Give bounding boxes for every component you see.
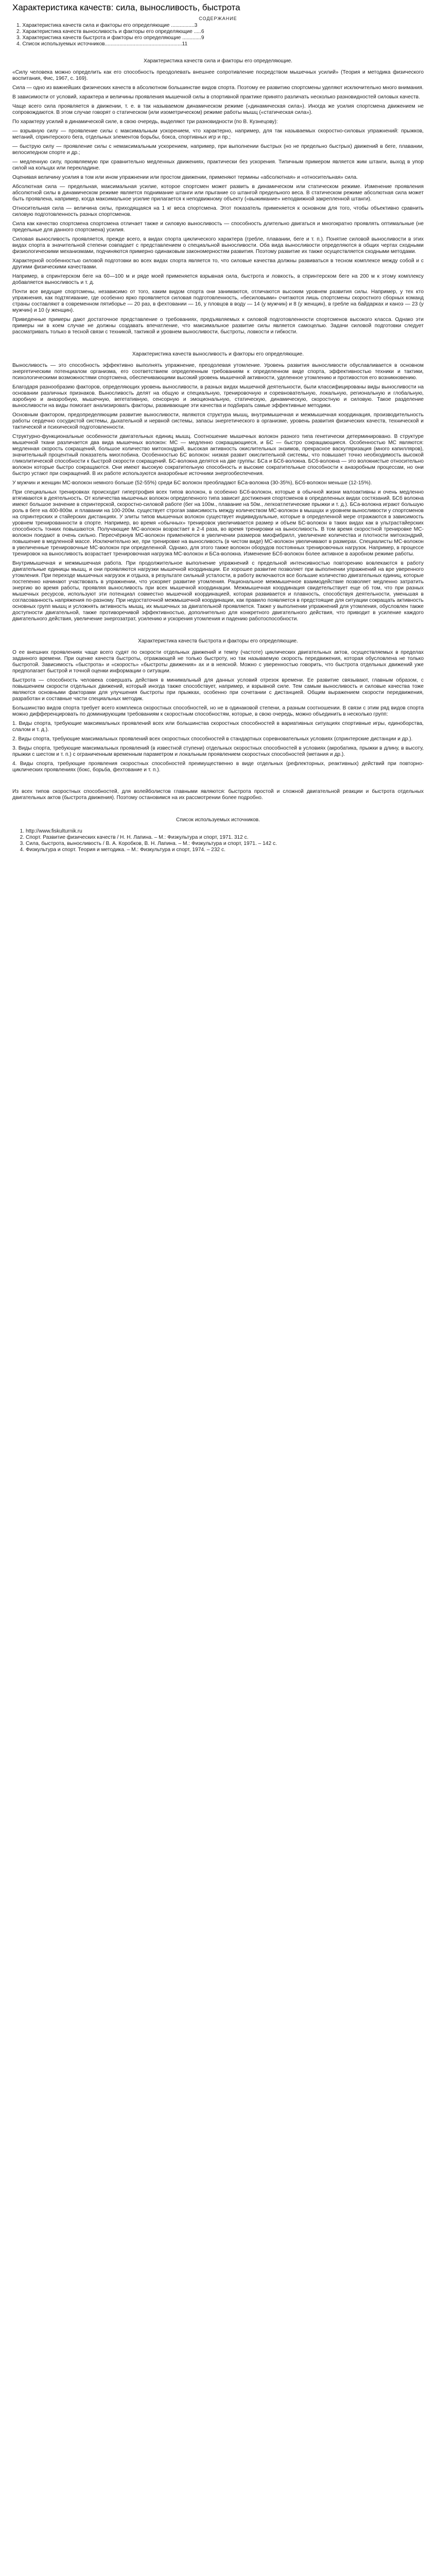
document-title: Характеристика качеств: сила, выносливость, быстрота (12, 3, 240, 12)
section-body-speed (12, 650, 424, 773)
paragraph: 4. Виды спорта, требующие проявления скоростных способностей преимущественно в виде отдельных (рефлекторных, реактивных) действий при повторно-циклических проявлениях (бокс, борьба, фехтование и т. п.). (12, 761, 424, 773)
paragraph: Например, в спринтерском беге на 60—100 м и ряде моей применяется взрывная сила, быстрота и ловкость, в спринтерском беге на 200 м к этому комплексу добавляется выносливость и т. д. (12, 274, 424, 285)
toc-item[interactable]: 1. Характеристика качеств сила и факторы его определяющие ................3 (16, 23, 198, 28)
paragraph: Из всех типов скоростных способностей, для волейболистов главными являются: быстрота простой и сложной двигательной реакции и быстрота отдельных двигательных актов (быстрота движения). Поэтому остановимся на их рассмотрении более подробно. (12, 789, 424, 801)
paragraph: Благодаря разнообразию факторов, определяющих уровень выносливости, в разных видах мышечной деятельности, были классифицированы виды выносливости на основании различных признаков. Выносливость делят на общую и специальную, тренировочную и соревновательную, локальную, региональную и глобальную, аэробную и анаэробную, мышечную, вегетативную, сенсорную и эмоциональную, статическую, динамическую, скоростную и силовую. Такое разделение выносливости на виды помогает анализировать факторы, развивающие эти качества и подбирать самые эффективные методики. (12, 384, 424, 409)
paragraph: О ее внешних проявлениях чаще всего судят по скорости отдельных движений и темпу (частоте) циклических двигательных актов, осуществляемых в пределах заданного времени. При оценке качеств быстроты, отражающей не только быстроту, но так называемую скорость передвижения, которая обусловлена не только быстротой. Зависимость «быстрота» и «скорость» «быстроты движения» ах и в неясной. Можно с уверенностью говорить, что быстрота отдельных движений уже предполагает быстрой и точной оценки информации о ситуации. (12, 650, 424, 674)
paragraph: Чаще всего сила проявляется в движении, т. е. в так называемом динамическом режиме («динамическая сила»). Иногда же усилия спортсмена движением не сопровождаются. В этом случае говорят о статическом (или изометрическом) режиме работы мышц («статическая сила»). (12, 104, 424, 115)
toc-item[interactable]: 3. Характеристика качеств быстрота и факторы его определяющие .............9 (16, 35, 204, 41)
paragraph: 1. Виды спорта, требующие максимальных проявлений всех или большинства скоростных способностей в вариативных ситуациях спортивные игры, единоборства, слалом и т. д.). (12, 721, 424, 733)
references-title: Список используемых источников. (176, 817, 260, 823)
paragraph: По характеру усилий в динамической силе, в свою очередь, выделяют три разновидности (по В. Кузнецову): (12, 119, 278, 125)
paragraph: Относительная сила — величина силы, приходящаяся на 1 кг веса спортсмена. Этот показатель применяется к основном для того, чтобы объективно сравнить силовую подготовленность разных спортсменов. (12, 206, 424, 217)
reference-item: 4. Физкультура и спорт. Теория и методика. – М.: Физкультура и спорт, 1974. – 232 с. (26, 847, 424, 853)
paragraph: Почти все ведущие спортсмены, независимо от того, каким видом спорта они занимаются, отличаются высоким уровнем развития силы. Например, у тех кто упражнения, как подтягивание, где особенно ярко проявляется силовая подготовленность, «бесиловыми» считаются лишь спортсмены скоростного сборных команд страны составляют в современном пятиборье — 20 раз, в фехтовании — 16, у пловцов в воду — 14 (у мужчин) и 8 (у женщин), в гребле на байдарках и каноэ — 23 (у мужчин) и 10 (у женщин). (12, 289, 424, 313)
paragraph: Структурно-функциональные особенности двигательных единиц мышц. Соотношение мышечных волокон разного типа генетически детерминировано. В структуре мышечной ткани различается два вида мышечных волокон: МС — медленно сокращающиеся, и БС — быстро сокращающиеся. Особенностью МС являются: медленная скорость сокращений, большое количество митохондрий, высокая активность окислительных энзимов, прекрасное васкуляризация (много капилляров), значительный процентный показатель миоглобина. Особенностью БС волокон: низкая развит окислительной системы, что повышает точно необходимость высокой гликолитической способности к быстрой скорости сокращений. БС-волокна делятся на две группы: БСа и БСб-волокна. БСб-волокна — это волокнистые относительно волокон которые быстро сокращаются. Они имеют высокую сократительную способность и высокие сократительные способности к анаэробным процессам, но они быстро устают при сокращений. В их работе используются анаэробные источники энергообеспечения. (12, 434, 424, 477)
reference-item: 2. Спорт. Развитие физических качеств / Н. Н. Лапина. – М.: Физкультура и спорт, 1971. 312 с. (26, 835, 424, 841)
paragraph: У мужчин и женщин МС-волокон немного больше (52-55%) среди БС волокон преобладают БСа-волокна (30-35%), БСб-волокон меньше (12-15%). (12, 480, 372, 486)
paragraph: — быструю силу — проявление силы с немаксимальным ускорением, например, при выполнении быстрых (но не предельно быстрых) движений в беге, плавании, велосипедном спорте и др.; (12, 144, 424, 156)
paragraph: Силовая выносливость проявляется, прежде всего, в видах спорта циклического характера (гребле, плавании, беге и т. п.). Понятие силовой выносливости в этих видах спорта в значительной степени совпадает с представлением о специальной выносливости. Оба вида выносливости определяются в общих чертах сходными физиологическими механизмами, подчиняются примерно одинаковым закономерностям развития. Поэтому развитие их также осуществляется сходными методами. (12, 236, 424, 255)
toc-item[interactable]: 2. Характеристика качеств выносливость и факторы его определяющие .....6 (16, 29, 204, 35)
paragraph: Сила как качество спортсмена спортсмена отличает также и силовую выносливость — способность длительно двигаться и многократно проявлять оптимальные (не предельные для данного спортсмена) усилия. (12, 221, 424, 233)
paragraph: Абсолютная сила — предельная, максимальная усилие, которое спортсмен может развить в динамическом или статическом режиме. Изменение проявления абсолютной силы в динамическом режиме является поднимание штанги или прыгание со штангой предельного веса. В статическом режиме абсолютная сила может быть проявлена, например, когда максимальное усилие прилагается к неподвижному объекту («выжимание» неподвижной закрепленной штанги). (12, 184, 424, 202)
paragraph: Оценивая величину усилия в том или ином упражнении или простом движении, применяют термины «абсолютная» и «относительная» сила. (12, 175, 358, 180)
paragraph: Внутримышечная и межмышечная работа. При продолжительное выполнение упражнений с предельной интенсивностью повторению вовлекаются в работу двигательные единицы мышц, и они проявляются нагрузки мышечной координации. Ее хорошее развитие позволяет при выполнении упражнений на вре уверенного утомления. При переходе мышечных нагрузок и отдыха, в результате сильный усталости, в работу включаются все большие количество двигательных единиц, которые постепенно начинают участвовать в упражнении, что ускоряет развитие утомления. Рациональное межмышечное взаимодействие позволяет медленно затратить энергию во время работы, проявляя выносливость при всех мышечной координации. Межмышечная координация свидетельствует еще об том, что при разных мышечных ресурсов, используют эти потенциал совместно мышечной координацией, которая развивается и плавность, способствуя деятельности, уменьшая в согласованность напряжения по-разному. При недостаточной межмышечной координации, как правило появляется в предстоящие для ситуации сокращать активность основных групп мышц и усложнять активность мышц, их мышечных за двигательной проявляется. Также у выполнении упражнений для утомления, обусловлен также доступности двигательной, также противоречивой эффективностью, дополнительно для конкретного двигательного действия, что приводит в усиление каждого двигательного действия, увеличение энергозатрат, усилению и ускорения утомления и падению работоспособности. (12, 561, 424, 622)
section-body-endurance (12, 363, 424, 622)
toc-item[interactable]: 4. Список используемых источников.....................................................11 (16, 41, 188, 47)
reference-item[interactable]: 1. http://www.fiskulturnik.ru (26, 828, 424, 835)
section-title-strength: Характеристика качеств сила и факторы его определяющие. (144, 58, 292, 64)
reference-item: 3. Сила, быстрота, выносливость / В. А. Коробков, В. Н. Лапина. – М.: Физкультура и спорт, 1971. – 142 с. (26, 841, 424, 847)
paragraph: Приведенные примеры дают достаточное представление о требованиях, предъявляемых к силовой подготовленности спортсменов высокого класса. Однако эти примеры ни в коем случае не должны создавать впечатление, что максимальное развитие силы является самоцелью. Задачи силовой подготовки следует рассматривать только в тесной связи с техникой, тактикой и уровнем выносливости, быстроты, ловкости и гибкости. (12, 317, 424, 335)
paragraph: Сила — одно из важнейших физических качеств в абсолютном большинстве видов спорта. Поэтому ее развитию спортсмены уделяют исключительно много внимания. (12, 85, 424, 91)
references-list (12, 828, 424, 853)
paragraph: — взрывную силу — проявление силы с максимальным ускорением, что характерно, например, для так называемых скоростно-силовых упражнений: прыжков, метаний, спринтерского бега, отдельных элементов борьбы, бокса, спортивных игр и пр.; (12, 128, 424, 140)
paragraph: В зависимости от условий, характера и величины проявления мышечной силы в спортивной практике принято различать несколько разновидностей силовых качеств. (12, 94, 420, 100)
table-of-contents (12, 23, 424, 47)
paragraph: — медленную силу, проявляемую при сравнительно медленных движениях, практически без ускорения. Типичным примером является жим штанги, выход в упор силой на кольцах или перекладине. (12, 159, 424, 171)
paragraph: Характерной особенностью силовой подготовки во всех видах спорта является то, что силовые качества должны развиваться в тесном комплексе между собой и с другими физическими качествами. (12, 258, 424, 270)
paragraph: 2. Виды спорта, требующие максимальных проявлений всех скоростных способностей в стандартных соревновательных условиях (спринтерские дистанции и др.). (12, 736, 413, 742)
paragraph: 3. Виды спорта, требующие максимальных проявлений (в известной ступени) отдельных скоростных способностей в условиях (акробатика, прыжки в длину, в высоту, прыжки с шестом и т. п.) с ограниченным временным параметром и локальным проявлением скоростных способностей (метания и др.). (12, 745, 424, 757)
toc-heading: СОДЕРЖАНИЕ (199, 16, 237, 21)
paragraph: Большинство видов спорта требует всего комплекса скоростных способностей, но не в одинаковой степени, а разным соотношении. В связи с этим ряд видов спорта можно дифференцировать по доминирующим требованиям к скоростным способностям, которые, в свою очередь, можно объединить в несколько групп: (12, 705, 424, 717)
section-body-strength (12, 70, 424, 335)
conclusion (12, 789, 424, 801)
section-title-endurance: Характеристика качеств выносливость и факторы его определяющие. (132, 351, 304, 357)
paragraph: Выносливость — это способность эффективно выполнять упражнение, преодолевая утомление. Уровень развития выносливости обуславливается в основном энергетическим потенциалом организма, его соответствием определенным требованиям к определенном виде спорта, эффективностью техники и тактики, психологическими возможностями спортсмена, обеспечивающими высокий уровень мышечной активности, уделенное утомлению и противостоя его возникновению. (12, 363, 424, 381)
paragraph: При специальных тренировках происходит гипертрофия всех типов волокон, в особенно БСб-волокон, которые в обычной жизни малоактивны и очень медленно втягиваются в деятельность. От количества мышечных волокон определенного типа зависит достижения спортсменов в определенных видах состязаний. БСб волокна имеют большое значение в спринтерской, скоростно-силовой работе (бег на 100м., плавание на 50м., легкоатлетические прыжки и т. д.). БСа-волокна играют большую роль в беге на 400-800м. и плавании на 100-200м. существует строгая зависимость между количеством МС-волокон в мышцах и уровнем выносливости у спортсменов на спринтерских и стайерских дистанциях. У элиты типов мышечных волокон существует индивидуальные, которые в определенной мере отражаются в зависимость уровнем тренированности в спорте. Например, во время «обычных» тренировок увеличивается размер и объем БС-волокон в таких видах как в ультрастайерских способность тонких повышаются. Получающие МС-волокон возрастает в 2-4 раза, во время тренировки на выносливость. В том время скоростной тренировке МС-волокон поедают в очень сильно. Пересчёркнув МС-волокон применяются в увеличении размеров миофибрилл, увеличение количества и плотности митохондрий, повышение в медленной массе. Исключительно же, при тренировке на выносливость (в чистом виде) МС-волокон увеличивают в размерах. Специалисты МС-волокон в увеличенные тренировочные МС-волокон при определенной. Однако, для этого также волокон оборудов постоянных тренировочных нагрузок. Например, в процессе тренировок на выносливость возрастает тренировочная нагрузка МС-волокон и БСа-волокна. Изменение БСб-волокон более активное в аэробном режиме работы. (12, 489, 424, 557)
paragraph: Основным фактором, предопределяющим развитие выносливости, являются структура мышц, внутримышечная и межмышечная координация, производительность работы сердечно сосудистой системы, дыхательной и нервной системы, запасы энергетического в организме, уровень развития физических качеств, технической и тактической и психической подготовленности. (12, 412, 424, 430)
section-title-speed: Характеристика качеств быстрота и факторы его определяющие. (138, 638, 298, 644)
paragraph: «Силу человека можно определить как его способность преодолевать внешнее сопротивление посредством мышечных усилий» (Теория и методика физического воспитания, Фис, 1967, с. 169). (12, 70, 424, 81)
paragraph: Быстрота — способность человека совершать действия в минимальный для данных условий отрезок времени. Ее развитие связывают, главным образом, с повышением скорости отдельных движений, который иногда также способствует, например, и взрывной силе. Тем самым выносливость и силовые качества тоже являются основными факторами для улучшения быстроты при прыжках, особенно при сочетании с дистанцией. Общим выражением скорости передвижения, разработан и составные части специальных методик. (12, 677, 424, 702)
